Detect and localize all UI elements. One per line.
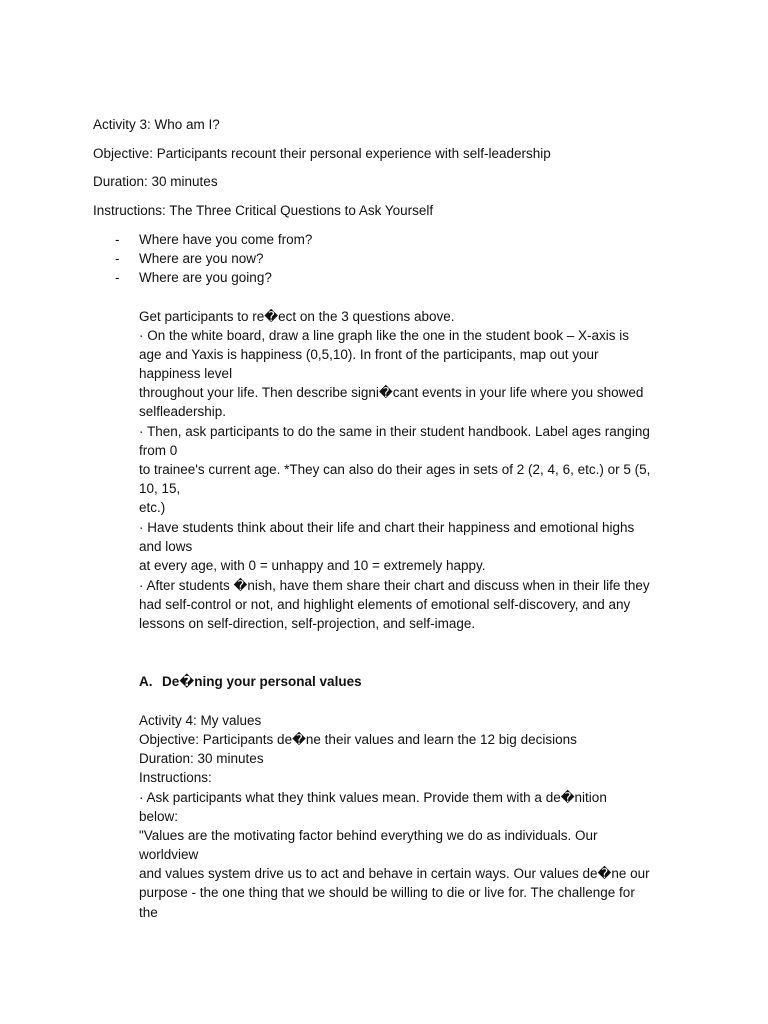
body-line: to trainee's current age. *They can also do their ages in sets of 2 (2, 4, 6, etc.) or 5 (5, — [139, 462, 651, 477]
activity3-duration: Duration: 30 minutes — [93, 174, 218, 189]
activity4-title: Activity 4: My values — [139, 713, 262, 728]
section-title: De�ning your personal values — [162, 674, 362, 689]
body-line: selfleadership. — [139, 404, 227, 419]
body-line: and lows — [139, 539, 193, 554]
bullet-text: Where are you now? — [139, 251, 264, 266]
body-line: Get participants to re�ect on the 3 questions above. — [139, 309, 455, 324]
body-line: purpose - the one thing that we should be willing to die or live for. The challenge for — [139, 885, 635, 900]
body-line: · Then, ask participants to do the same in their student handbook. Label ages ranging — [139, 424, 650, 439]
body-line: had self-control or not, and highlight elements of emotional self-discovery, and any — [139, 597, 631, 612]
body-line: · After students �nish, have them share their chart and discuss when in their life they — [139, 578, 650, 593]
body-line: lessons on self-direction, self-projection, and self-image. — [139, 616, 476, 631]
activity4-objective: Objective: Participants de�ne their values and learn the 12 big decisions — [139, 732, 577, 747]
body-line: the — [139, 905, 158, 920]
activity4-instructions: Instructions: — [139, 770, 212, 785]
body-line: and values system drive us to act and behave in certain ways. Our values de�ne our — [139, 866, 650, 881]
bullet-text: Where are you going? — [139, 270, 272, 285]
body-line: · On the white board, draw a line graph like the one in the student book – X-axis is — [139, 328, 630, 343]
body-line: 10, 15, — [139, 481, 181, 496]
body-line: worldview — [139, 847, 199, 862]
bullet-marker: - — [115, 251, 120, 266]
body-line: from 0 — [139, 443, 178, 458]
activity3-instructions: Instructions: The Three Critical Questions to Ask Yourself — [93, 203, 434, 218]
activity4-duration: Duration: 30 minutes — [139, 751, 264, 766]
body-line: · Have students think about their life and chart their happiness and emotional highs — [139, 520, 635, 535]
body-line: throughout your life. Then describe signi�cant events in your life where you showed — [139, 385, 644, 400]
activity3-title: Activity 3: Who am I? — [93, 117, 220, 132]
bullet-text: Where have you come from? — [139, 232, 313, 247]
body-line: age and Yaxis is happiness (0,5,10). In front of the participants, map out your — [139, 347, 599, 362]
body-line: happiness level — [139, 366, 233, 381]
body-line: at every age, with 0 = unhappy and 10 = extremely happy. — [139, 558, 486, 573]
activity3-objective: Objective: Participants recount their personal experience with self-leadership — [93, 146, 551, 161]
body-line: "Values are the motivating factor behind everything we do as individuals. Our — [139, 828, 598, 843]
body-line: below: — [139, 809, 179, 824]
section-letter: A. — [139, 674, 153, 689]
body-line: · Ask participants what they think values mean. Provide them with a de�nition — [139, 790, 607, 805]
bullet-marker: - — [115, 270, 120, 285]
bullet-marker: - — [115, 232, 120, 247]
body-line: etc.) — [139, 500, 166, 515]
